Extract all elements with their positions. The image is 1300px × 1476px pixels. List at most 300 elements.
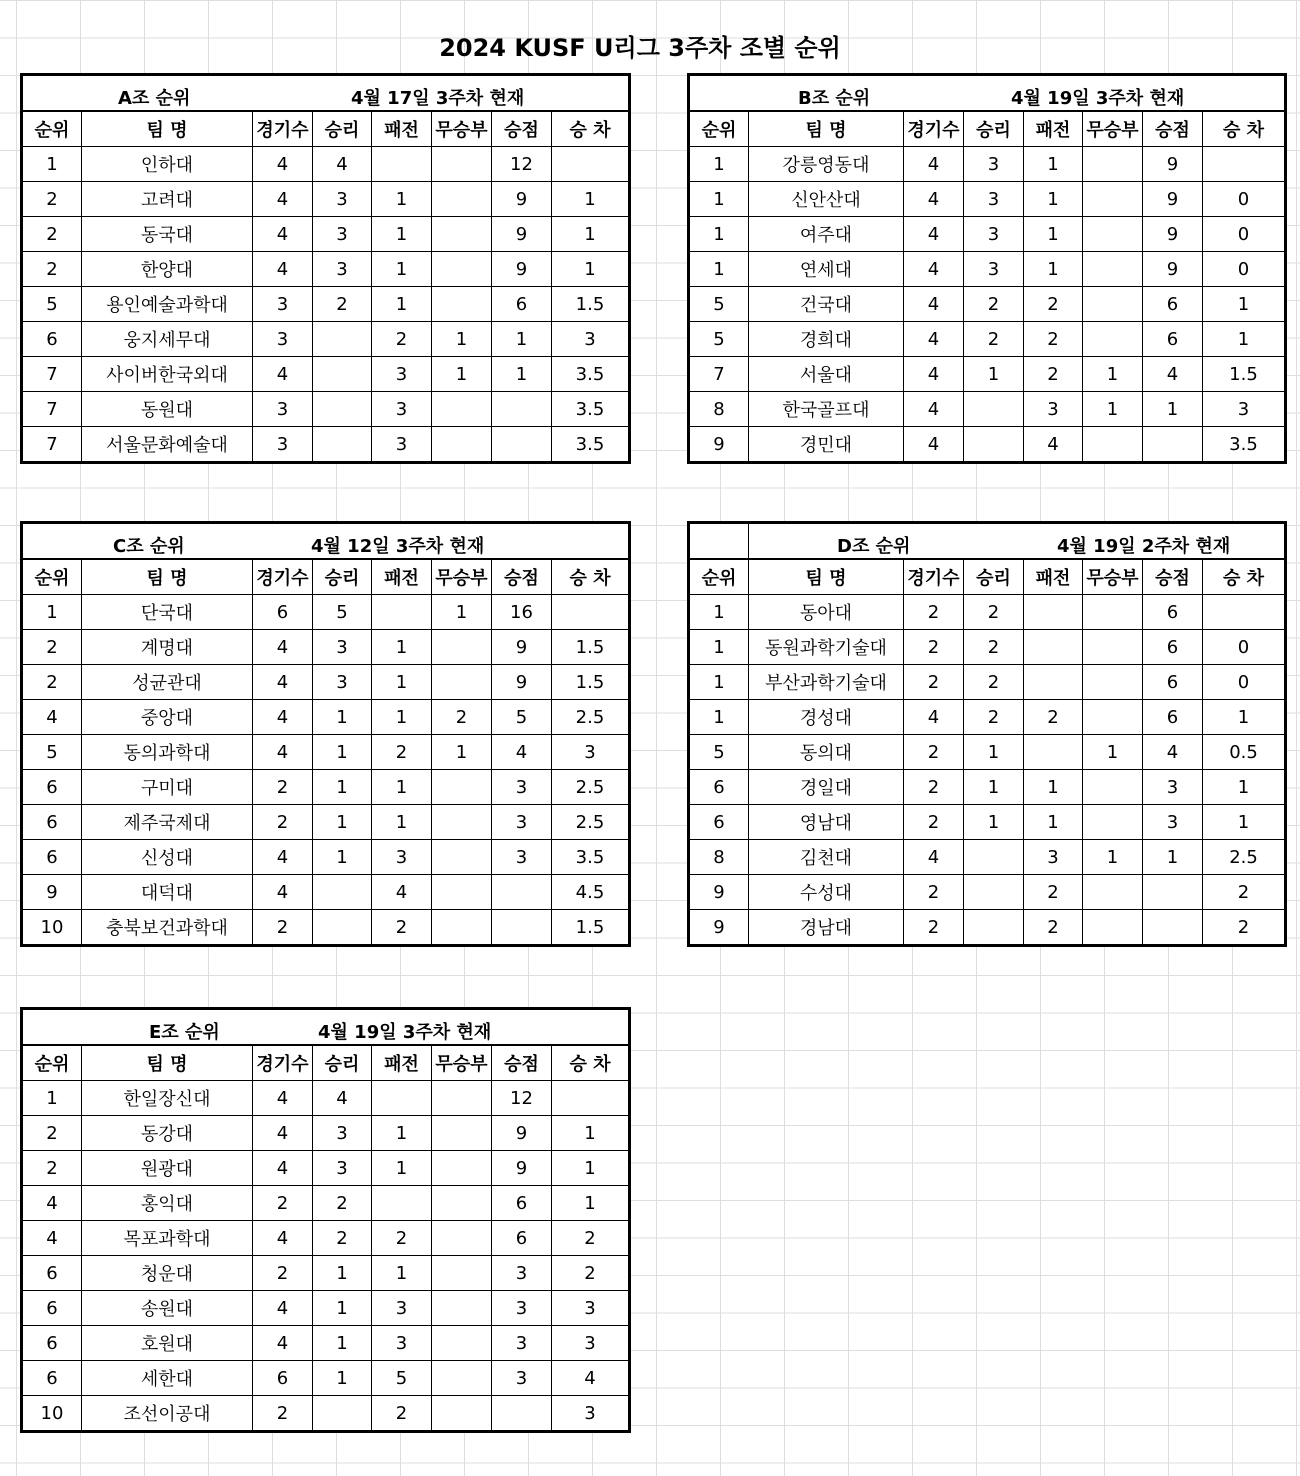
rank-cell: 7: [22, 357, 82, 392]
rank-cell: 8: [689, 840, 749, 875]
points-cell: 9: [1143, 182, 1203, 217]
games-cell: 4: [253, 1151, 313, 1186]
games-behind-cell: 3.5: [552, 427, 630, 463]
table-row: [689, 875, 1286, 910]
team-name-cell: 송원대: [82, 1291, 253, 1326]
header-team: 팀 명: [82, 111, 253, 147]
wins-cell: 2: [964, 322, 1024, 357]
group-name: A조 순위: [118, 88, 191, 109]
team-name-cell: 한양대: [82, 252, 253, 287]
points-cell: 3: [492, 1326, 552, 1361]
group-date: 4월 17일 3주차 현재: [351, 88, 525, 109]
points-cell: 9: [492, 630, 552, 665]
header-points: 승점: [492, 559, 552, 595]
wins-cell: 4: [313, 147, 372, 182]
rank-cell: 1: [22, 1081, 82, 1116]
team-name-cell: 신안산대: [749, 182, 904, 217]
header-points: 승점: [1143, 111, 1203, 147]
points-cell: 9: [492, 665, 552, 700]
table-row: [22, 665, 630, 700]
points-cell: 6: [1143, 665, 1203, 700]
points-cell: 3: [492, 1361, 552, 1396]
points-cell: 9: [1143, 252, 1203, 287]
team-name-cell: 사이버한국외대: [82, 357, 253, 392]
points-cell: 3: [492, 805, 552, 840]
draws-cell: [432, 910, 492, 946]
losses-cell: 1: [372, 1116, 432, 1151]
rank-cell: 1: [689, 182, 749, 217]
games-cell: 4: [253, 1116, 313, 1151]
table-row: [22, 1151, 630, 1186]
wins-cell: 2: [313, 1221, 372, 1256]
team-name-cell: 연세대: [749, 252, 904, 287]
group-date: 4월 19일 2주차 현재: [1057, 536, 1231, 557]
losses-cell: 2: [372, 735, 432, 770]
team-name-cell: 용인예술과학대: [82, 287, 253, 322]
team-name-cell: 부산과학기술대: [749, 665, 904, 700]
points-cell: 16: [492, 595, 552, 630]
table-row: [689, 392, 1286, 427]
draws-cell: [432, 1326, 492, 1361]
games-behind-cell: 1: [1203, 287, 1286, 322]
losses-cell: 1: [1024, 147, 1083, 182]
losses-cell: 1: [372, 770, 432, 805]
wins-cell: 3: [964, 147, 1024, 182]
header-wins: 승리: [313, 111, 372, 147]
header-games: 경기수: [904, 111, 964, 147]
table-row: [22, 700, 630, 735]
team-name-cell: 동국대: [82, 217, 253, 252]
wins-cell: [964, 875, 1024, 910]
games-cell: 4: [253, 1291, 313, 1326]
table-row: [22, 392, 630, 427]
points-cell: 6: [492, 1186, 552, 1221]
draws-cell: [432, 665, 492, 700]
games-behind-cell: 3: [552, 1396, 630, 1432]
points-cell: 6: [492, 287, 552, 322]
draws-cell: [1083, 630, 1143, 665]
losses-cell: [372, 147, 432, 182]
losses-cell: [372, 595, 432, 630]
draws-cell: [432, 840, 492, 875]
points-cell: 1: [1143, 840, 1203, 875]
losses-cell: [372, 1186, 432, 1221]
header-games: 경기수: [904, 559, 964, 595]
rank-cell: 7: [689, 357, 749, 392]
points-cell: [1143, 875, 1203, 910]
points-cell: 12: [492, 147, 552, 182]
losses-cell: 1: [1024, 805, 1083, 840]
header-losses: 패전: [372, 111, 432, 147]
wins-cell: [313, 427, 372, 463]
losses-cell: 1: [372, 630, 432, 665]
rank-cell: 2: [22, 665, 82, 700]
header-team: 팀 명: [749, 559, 904, 595]
wins-cell: 3: [964, 182, 1024, 217]
table-row: [22, 322, 630, 357]
games-behind-cell: 2.5: [552, 770, 630, 805]
rank-cell: 2: [22, 182, 82, 217]
wins-cell: 3: [313, 630, 372, 665]
losses-cell: 2: [1024, 700, 1083, 735]
team-name-cell: 동원과학기술대: [749, 630, 904, 665]
header-games-behind: 승 차: [552, 1045, 630, 1081]
table-row: [22, 1396, 630, 1432]
games-behind-cell: 1.5: [1203, 357, 1286, 392]
games-behind-cell: 1: [1203, 805, 1286, 840]
draws-cell: [1083, 287, 1143, 322]
header-games: 경기수: [253, 1045, 313, 1081]
header-points: 승점: [1143, 559, 1203, 595]
draws-cell: [1083, 875, 1143, 910]
rank-cell: 1: [689, 630, 749, 665]
table-row: [22, 1081, 630, 1116]
games-behind-cell: 0: [1203, 217, 1286, 252]
games-cell: 4: [904, 840, 964, 875]
team-name-cell: 경희대: [749, 322, 904, 357]
rank-cell: 1: [22, 147, 82, 182]
games-behind-cell: 2.5: [1203, 840, 1286, 875]
wins-cell: 2: [313, 287, 372, 322]
draws-cell: 1: [432, 735, 492, 770]
team-name-cell: 한국골프대: [749, 392, 904, 427]
header-row: [689, 559, 1286, 595]
draws-cell: 1: [1083, 840, 1143, 875]
games-behind-cell: 1: [552, 217, 630, 252]
team-name-cell: 고려대: [82, 182, 253, 217]
draws-cell: [432, 217, 492, 252]
team-name-cell: 김천대: [749, 840, 904, 875]
rank-cell: 7: [22, 392, 82, 427]
losses-cell: 3: [372, 392, 432, 427]
points-cell: [492, 910, 552, 946]
losses-cell: 5: [372, 1361, 432, 1396]
games-cell: 3: [253, 322, 313, 357]
points-cell: [492, 875, 552, 910]
header-points: 승점: [492, 111, 552, 147]
games-behind-cell: 1: [552, 182, 630, 217]
wins-cell: 1: [313, 1291, 372, 1326]
draws-cell: [1083, 252, 1143, 287]
table-row: [689, 735, 1286, 770]
rank-cell: 5: [689, 322, 749, 357]
wins-cell: 3: [313, 217, 372, 252]
table-row: [689, 182, 1286, 217]
header-wins: 승리: [313, 1045, 372, 1081]
draws-cell: 1: [1083, 357, 1143, 392]
wins-cell: 1: [964, 357, 1024, 392]
rank-cell: 9: [22, 875, 82, 910]
games-behind-cell: 1: [1203, 700, 1286, 735]
draws-cell: [432, 805, 492, 840]
points-cell: 6: [1143, 322, 1203, 357]
rank-cell: 8: [689, 392, 749, 427]
games-behind-cell: 1.5: [552, 665, 630, 700]
rank-cell: 2: [22, 1116, 82, 1151]
wins-cell: 2: [964, 665, 1024, 700]
rank-cell: 2: [22, 217, 82, 252]
page-title: 2024 KUSF U리그 3주차 조별 순위: [439, 34, 841, 62]
games-cell: 4: [904, 252, 964, 287]
draws-cell: [432, 1151, 492, 1186]
games-cell: 4: [253, 875, 313, 910]
games-behind-cell: 2: [552, 1256, 630, 1291]
rank-cell: 6: [22, 1361, 82, 1396]
header-row: [22, 559, 630, 595]
rank-cell: 7: [22, 427, 82, 463]
rank-cell: 1: [689, 595, 749, 630]
games-cell: 2: [904, 770, 964, 805]
losses-cell: 1: [372, 1151, 432, 1186]
wins-cell: 1: [313, 770, 372, 805]
header-wins: 승리: [964, 559, 1024, 595]
wins-cell: 1: [313, 1256, 372, 1291]
points-cell: 3: [492, 1291, 552, 1326]
losses-cell: 1: [1024, 182, 1083, 217]
points-cell: [492, 392, 552, 427]
group-c-table: [20, 521, 631, 947]
wins-cell: 1: [313, 840, 372, 875]
games-cell: 4: [253, 1081, 313, 1116]
rank-cell: 10: [22, 910, 82, 946]
header-team: 팀 명: [82, 559, 253, 595]
rank-cell: 6: [22, 805, 82, 840]
points-cell: 3: [492, 840, 552, 875]
team-name-cell: 세한대: [82, 1361, 253, 1396]
group-date: 4월 19일 3주차 현재: [318, 1022, 492, 1043]
draws-cell: 1: [432, 322, 492, 357]
wins-cell: [313, 910, 372, 946]
games-cell: 4: [904, 322, 964, 357]
team-name-cell: 건국대: [749, 287, 904, 322]
wins-cell: 3: [313, 252, 372, 287]
games-cell: 2: [253, 805, 313, 840]
games-behind-cell: 1.5: [552, 287, 630, 322]
games-cell: 4: [253, 1326, 313, 1361]
group-name: D조 순위: [837, 536, 911, 557]
points-cell: 3: [492, 770, 552, 805]
header-draws: 무승부: [1083, 111, 1143, 147]
rank-cell: 1: [689, 217, 749, 252]
draws-cell: [432, 1221, 492, 1256]
draws-cell: [1083, 217, 1143, 252]
team-name-cell: 경일대: [749, 770, 904, 805]
games-cell: 4: [904, 700, 964, 735]
games-cell: 2: [904, 875, 964, 910]
losses-cell: 1: [372, 252, 432, 287]
draws-cell: [1083, 322, 1143, 357]
games-cell: 4: [904, 182, 964, 217]
wins-cell: 1: [313, 1361, 372, 1396]
draws-cell: [1083, 182, 1143, 217]
group-name: C조 순위: [113, 536, 185, 557]
table-row: [22, 1256, 630, 1291]
rank-cell: 6: [22, 322, 82, 357]
games-behind-cell: 1: [552, 1186, 630, 1221]
draws-cell: [432, 630, 492, 665]
losses-cell: 4: [372, 875, 432, 910]
rank-cell: 1: [689, 700, 749, 735]
games-behind-cell: 1.5: [552, 630, 630, 665]
team-name-cell: 목포과학대: [82, 1221, 253, 1256]
games-cell: 2: [253, 1396, 313, 1432]
draws-cell: [432, 147, 492, 182]
games-behind-cell: 1: [1203, 322, 1286, 357]
draws-cell: [1083, 665, 1143, 700]
games-cell: 4: [253, 735, 313, 770]
losses-cell: 1: [372, 805, 432, 840]
group-b-table: [687, 73, 1287, 464]
table-row: [22, 840, 630, 875]
team-name-cell: 중앙대: [82, 700, 253, 735]
points-cell: 6: [1143, 287, 1203, 322]
table-row: [22, 1361, 630, 1396]
rank-cell: 2: [22, 630, 82, 665]
losses-cell: 1: [1024, 217, 1083, 252]
team-name-cell: 경남대: [749, 910, 904, 946]
header-rank: 순위: [689, 559, 749, 595]
games-behind-cell: 2: [552, 1221, 630, 1256]
games-cell: 4: [253, 252, 313, 287]
points-cell: 9: [492, 182, 552, 217]
rank-cell: 2: [22, 1151, 82, 1186]
team-name-cell: 호원대: [82, 1326, 253, 1361]
games-behind-cell: 0: [1203, 665, 1286, 700]
team-name-cell: 계명대: [82, 630, 253, 665]
group-name: B조 순위: [798, 88, 871, 109]
header-games-behind: 승 차: [552, 111, 630, 147]
losses-cell: 2: [1024, 322, 1083, 357]
points-cell: 1: [492, 322, 552, 357]
header-draws: 무승부: [432, 111, 492, 147]
team-name-cell: 동원대: [82, 392, 253, 427]
table-row: [22, 910, 630, 946]
points-cell: 4: [1143, 735, 1203, 770]
games-cell: 3: [253, 427, 313, 463]
group-a-title: [22, 75, 630, 112]
wins-cell: 2: [964, 287, 1024, 322]
games-behind-cell: 3.5: [552, 840, 630, 875]
draws-cell: [1083, 910, 1143, 946]
team-name-cell: 여주대: [749, 217, 904, 252]
games-cell: 2: [904, 805, 964, 840]
losses-cell: 2: [372, 1396, 432, 1432]
points-cell: [492, 427, 552, 463]
header-losses: 패전: [1024, 111, 1083, 147]
draws-cell: [432, 1186, 492, 1221]
games-cell: 3: [253, 392, 313, 427]
table-row: [689, 665, 1286, 700]
group-date: 4월 12일 3주차 현재: [311, 536, 485, 557]
wins-cell: 3: [313, 665, 372, 700]
group-d-title: [749, 523, 1286, 560]
games-cell: 6: [253, 595, 313, 630]
games-behind-cell: 2.5: [552, 700, 630, 735]
games-behind-cell: 4.5: [552, 875, 630, 910]
table-row: [22, 1291, 630, 1326]
draws-cell: [432, 252, 492, 287]
points-cell: 1: [1143, 392, 1203, 427]
games-behind-cell: 3: [552, 735, 630, 770]
losses-cell: 2: [1024, 287, 1083, 322]
draws-cell: [1083, 805, 1143, 840]
draws-cell: [432, 1116, 492, 1151]
header-rank: 순위: [22, 1045, 82, 1081]
draws-cell: [432, 392, 492, 427]
draws-cell: [432, 1361, 492, 1396]
games-behind-cell: 4: [552, 1361, 630, 1396]
team-name-cell: 웅지세무대: [82, 322, 253, 357]
points-cell: 9: [492, 1116, 552, 1151]
losses-cell: 2: [372, 910, 432, 946]
games-cell: 4: [253, 840, 313, 875]
table-row: [689, 910, 1286, 946]
table-row: [689, 287, 1286, 322]
games-cell: 4: [253, 630, 313, 665]
losses-cell: 3: [372, 357, 432, 392]
rank-cell: 1: [689, 665, 749, 700]
games-cell: 2: [253, 1256, 313, 1291]
games-behind-cell: [552, 147, 630, 182]
rank-cell: 6: [689, 805, 749, 840]
header-points: 승점: [492, 1045, 552, 1081]
wins-cell: 2: [964, 595, 1024, 630]
games-cell: 4: [253, 1221, 313, 1256]
wins-cell: [313, 1396, 372, 1432]
losses-cell: 2: [372, 1221, 432, 1256]
rank-cell: 2: [22, 252, 82, 287]
header-team: 팀 명: [82, 1045, 253, 1081]
header-losses: 패전: [1024, 559, 1083, 595]
draws-cell: [432, 1396, 492, 1432]
games-cell: 4: [253, 182, 313, 217]
games-cell: 4: [253, 217, 313, 252]
games-cell: 2: [904, 630, 964, 665]
rank-cell: 10: [22, 1396, 82, 1432]
rank-cell: 5: [22, 735, 82, 770]
rank-cell: 4: [22, 700, 82, 735]
games-behind-cell: [1203, 595, 1286, 630]
points-cell: [492, 1396, 552, 1432]
draws-cell: [432, 1291, 492, 1326]
points-cell: 3: [492, 1256, 552, 1291]
games-behind-cell: 0: [1203, 182, 1286, 217]
games-behind-cell: 3: [552, 1326, 630, 1361]
team-name-cell: 경민대: [749, 427, 904, 463]
losses-cell: 1: [1024, 252, 1083, 287]
wins-cell: 2: [964, 700, 1024, 735]
team-name-cell: 동아대: [749, 595, 904, 630]
group-name: E조 순위: [149, 1022, 220, 1043]
points-cell: 4: [1143, 357, 1203, 392]
games-cell: 2: [904, 595, 964, 630]
team-name-cell: 조선이공대: [82, 1396, 253, 1432]
team-name-cell: 원광대: [82, 1151, 253, 1186]
games-cell: 4: [904, 287, 964, 322]
games-cell: 4: [904, 147, 964, 182]
team-name-cell: 서울문화예술대: [82, 427, 253, 463]
draws-cell: 1: [1083, 392, 1143, 427]
rank-cell: 5: [689, 735, 749, 770]
group-e-table: [20, 1007, 631, 1433]
rank-cell: 6: [22, 1326, 82, 1361]
table-row: [22, 287, 630, 322]
games-cell: 3: [253, 287, 313, 322]
team-name-cell: 동의대: [749, 735, 904, 770]
wins-cell: 2: [313, 1186, 372, 1221]
games-behind-cell: 0.5: [1203, 735, 1286, 770]
header-team: 팀 명: [749, 111, 904, 147]
